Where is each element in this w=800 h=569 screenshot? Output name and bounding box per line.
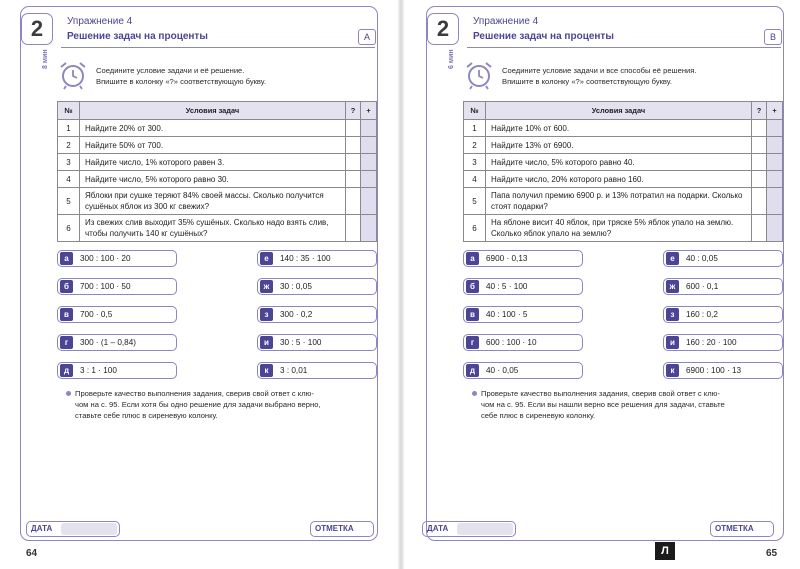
exercise-title: Упражнение 4 [67, 16, 133, 27]
answer-option: д 3 : 1 · 100 [57, 362, 177, 379]
answer-option: к 6900 : 100 · 13 [663, 362, 783, 379]
book-spine [398, 0, 404, 569]
answer-cell[interactable] [752, 215, 767, 242]
timer-label: 6 мин [448, 49, 455, 69]
answer-cell[interactable] [752, 171, 767, 188]
page-number: 64 [26, 548, 38, 559]
answer-option: а 300 : 100 · 20 [57, 250, 177, 267]
plus-cell[interactable] [361, 188, 377, 215]
answer-option: б 700 : 100 · 50 [57, 278, 177, 295]
answer-option: и 160 : 20 · 100 [663, 334, 783, 351]
left-page [4, 0, 396, 569]
plus-cell[interactable] [767, 171, 783, 188]
table-row: 2 Найдите 13% от 6900. [464, 137, 783, 154]
alarm-clock-icon [462, 60, 496, 90]
exercise-frame [426, 6, 784, 541]
answer-option: в 40 : 100 · 5 [463, 306, 583, 323]
table-row: 2 Найдите 50% от 700. [58, 137, 377, 154]
answer-option: з 160 : 0,2 [663, 306, 783, 323]
answer-option: г 600 : 100 · 10 [463, 334, 583, 351]
date-field[interactable]: ДАТА [422, 521, 516, 537]
col-header-answer: ? [346, 102, 361, 120]
date-field[interactable]: ДАТА [26, 521, 120, 537]
table-row: 5 Яблоки при сушке теряют 84% своей массы. Сколько получится сушёных яблок из 300 кг свежих? [58, 188, 377, 215]
exercise-subtitle: Решение задач на проценты [67, 31, 208, 42]
answer-option: к 3 : 0,01 [257, 362, 377, 379]
page-number: 65 [766, 548, 778, 559]
col-header-answer: ? [752, 102, 767, 120]
header-divider [61, 47, 375, 48]
header-divider [467, 47, 781, 48]
answer-cell[interactable] [346, 171, 361, 188]
right-page [410, 0, 800, 569]
answer-cell[interactable] [346, 154, 361, 171]
plus-cell[interactable] [767, 188, 783, 215]
table-row: 1 Найдите 10% от 600. [464, 120, 783, 137]
tasks-table [57, 101, 377, 242]
answer-cell[interactable] [752, 120, 767, 137]
answer-cell[interactable] [346, 215, 361, 242]
col-header-conditions: Условия задач [80, 102, 346, 120]
bullet-icon [472, 391, 477, 396]
answer-option: е 40 : 0,05 [663, 250, 783, 267]
answer-options [57, 250, 377, 380]
col-header-conditions: Условия задач [486, 102, 752, 120]
table-row: 4 Найдите число, 5% которого равно 30. [58, 171, 377, 188]
table-row: 5 Папа получил премию 6900 р. и 13% потратил на подарки. Сколько стоят подарки? [464, 188, 783, 215]
col-header-num: № [58, 102, 80, 120]
plus-cell[interactable] [767, 215, 783, 242]
bullet-icon [66, 391, 71, 396]
col-header-plus: + [361, 102, 377, 120]
answer-option: з 300 · 0,2 [257, 306, 377, 323]
answer-cell[interactable] [346, 120, 361, 137]
answer-option: ж 30 : 0,05 [257, 278, 377, 295]
tasks-table [463, 101, 783, 242]
answer-option: г 300 · (1 – 0,84) [57, 334, 177, 351]
answer-options [463, 250, 783, 380]
table-row: 3 Найдите число, 1% которого равен 3. [58, 154, 377, 171]
exercise-title: Упражнение 4 [473, 16, 539, 27]
answer-option: и 30 : 5 · 100 [257, 334, 377, 351]
table-row: 3 Найдите число, 5% которого равно 40. [464, 154, 783, 171]
answer-cell[interactable] [346, 188, 361, 215]
alarm-clock-icon [56, 60, 90, 90]
exercise-number: 2 [21, 13, 53, 45]
check-instruction: Проверьте качество выполнения задания, сверив свой ответ с клю- чом на с. 95. Если хотя бы одно решение для задачи выбрано верно, ставьте себе плюс в сиреневую колонку. [75, 389, 321, 420]
exercise-frame [20, 6, 378, 541]
instruction: Соедините условие задачи и её решение. Впишите в колонку «?» соответствующую букву. [96, 66, 266, 86]
plus-cell[interactable] [767, 120, 783, 137]
answer-cell[interactable] [752, 137, 767, 154]
exercise-number: 2 [427, 13, 459, 45]
instruction: Соедините условие задачи и все способы её решения. Впишите в колонку «?» соответствующую букву. [502, 66, 697, 86]
answer-option: ж 600 · 0,1 [663, 278, 783, 295]
col-header-plus: + [767, 102, 783, 120]
plus-cell[interactable] [767, 137, 783, 154]
answer-cell[interactable] [346, 137, 361, 154]
exercise-subtitle: Решение задач на проценты [473, 31, 614, 42]
answer-option: е 140 : 35 · 100 [257, 250, 377, 267]
mark-field[interactable]: ОТМЕТКА [310, 521, 374, 537]
table-row: 6 Из свежих слив выходит 35% сушёных. Сколько надо взять слив, чтобы получить 140 кг сушёных? [58, 215, 377, 242]
answer-option: д 40 · 0,05 [463, 362, 583, 379]
publisher-logo: Л [655, 542, 675, 560]
level-badge: A [358, 29, 376, 45]
table-row: 1 Найдите 20% от 300. [58, 120, 377, 137]
answer-option: б 40 : 5 · 100 [463, 278, 583, 295]
mark-field[interactable]: ОТМЕТКА [710, 521, 774, 537]
level-badge: B [764, 29, 782, 45]
answer-option: в 700 · 0,5 [57, 306, 177, 323]
plus-cell[interactable] [361, 120, 377, 137]
answer-option: а 6900 · 0,13 [463, 250, 583, 267]
table-row: 4 Найдите число, 20% которого равно 160. [464, 171, 783, 188]
col-header-num: № [464, 102, 486, 120]
check-instruction: Проверьте качество выполнения задания, сверив свой ответ с клю- чом на с. 95. Если вы нашли верно все решения для задачи, ставьте себе плюс в сиреневую колонку. [481, 389, 725, 420]
plus-cell[interactable] [361, 171, 377, 188]
plus-cell[interactable] [361, 137, 377, 154]
answer-cell[interactable] [752, 154, 767, 171]
plus-cell[interactable] [767, 154, 783, 171]
answer-cell[interactable] [752, 188, 767, 215]
table-row: 6 На яблоне висит 40 яблок, при тряске 5% яблок упало на землю. Сколько яблок упало на землю? [464, 215, 783, 242]
timer-label: 8 мин [42, 49, 49, 69]
plus-cell[interactable] [361, 215, 377, 242]
plus-cell[interactable] [361, 154, 377, 171]
